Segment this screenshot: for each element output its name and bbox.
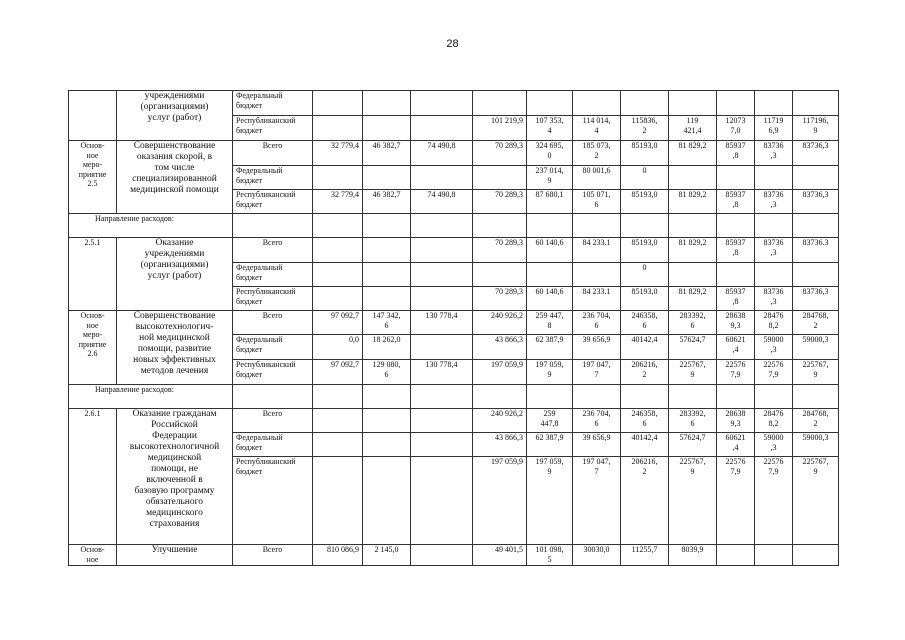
table-cell xyxy=(669,166,717,190)
table-cell: 59000,3 xyxy=(793,335,839,360)
table-cell xyxy=(363,214,411,238)
table-cell xyxy=(411,409,473,433)
table-cell xyxy=(233,385,313,409)
table-cell: 83736 ,3 xyxy=(755,190,793,214)
table-cell: 84 233.1 xyxy=(573,238,621,263)
table-cell: 59000 ,3 xyxy=(755,433,793,457)
table-cell: 11719 6,9 xyxy=(755,116,793,141)
table-cell: 62 387,9 xyxy=(527,335,573,360)
table-cell xyxy=(363,409,411,433)
table-cell: 87 680,1 xyxy=(527,190,573,214)
table-cell xyxy=(755,385,793,409)
table-cell: 283392, 6 xyxy=(669,409,717,433)
table-cell xyxy=(573,91,621,116)
table-cell xyxy=(717,545,755,566)
table-cell: Всего xyxy=(233,409,313,433)
table-cell xyxy=(69,91,117,141)
table-cell: 22576 7,9 xyxy=(755,360,793,385)
table-cell: 83736,3 xyxy=(793,287,839,311)
table-cell xyxy=(473,263,527,287)
table-cell: Федеральный бюджет xyxy=(233,433,313,457)
table-cell xyxy=(411,91,473,116)
table-cell: 74 490,8 xyxy=(411,141,473,166)
table-cell: 70 289,3 xyxy=(473,287,527,311)
table-cell: 57624,7 xyxy=(669,433,717,457)
table-cell xyxy=(233,214,313,238)
table-cell xyxy=(621,214,669,238)
table-cell xyxy=(313,385,363,409)
table-cell: 11255,7 xyxy=(621,545,669,566)
table-cell: учреждениями (организациями) услуг (работ) xyxy=(117,91,233,141)
table-cell: 60621 ,4 xyxy=(717,433,755,457)
table-cell xyxy=(755,166,793,190)
table-cell: 32 779,4 xyxy=(313,141,363,166)
table-cell xyxy=(363,116,411,141)
table-cell: 46 382,7 xyxy=(363,190,411,214)
page-number: 28 xyxy=(446,38,459,50)
table-cell xyxy=(793,545,839,566)
table-cell: 46 382,7 xyxy=(363,141,411,166)
table-cell: 2.5.1 xyxy=(69,238,117,311)
table-cell xyxy=(363,385,411,409)
table-cell: 225767, 9 xyxy=(793,360,839,385)
table-cell xyxy=(669,214,717,238)
table-cell: 225767, 9 xyxy=(793,457,839,545)
table-cell: 284768, 2 xyxy=(793,311,839,335)
table-cell xyxy=(755,214,793,238)
table-cell xyxy=(573,214,621,238)
table-cell xyxy=(793,385,839,409)
table-row xyxy=(69,238,839,263)
table-cell: 0,0 xyxy=(313,335,363,360)
table-cell xyxy=(313,238,363,263)
table-cell xyxy=(669,91,717,116)
table-cell xyxy=(313,91,363,116)
table-cell: Республиканский бюджет xyxy=(233,287,313,311)
table-cell: 83736,3 xyxy=(793,190,839,214)
table-cell xyxy=(669,263,717,287)
table-cell: 117196, 9 xyxy=(793,116,839,141)
table-cell: 28476 8,2 xyxy=(755,409,793,433)
table-cell: Оказание учреждениями (организациями) услуг (работ) xyxy=(117,238,233,311)
table-cell xyxy=(793,166,839,190)
table-cell: 85193,0 xyxy=(621,141,669,166)
table-cell: 236 704, 6 xyxy=(573,409,621,433)
budget-table-body xyxy=(69,91,839,566)
table-cell: 119 421,4 xyxy=(669,116,717,141)
table-row xyxy=(69,141,839,166)
table-cell: 130 778,4 xyxy=(411,311,473,335)
table-cell: 22576 7,9 xyxy=(755,457,793,545)
table-cell: Всего xyxy=(233,238,313,263)
table-cell xyxy=(621,385,669,409)
table-cell: Направление расходов: xyxy=(69,385,233,409)
table-cell xyxy=(717,214,755,238)
table-cell: 259 447,8 xyxy=(527,409,573,433)
table-cell: 74 490,8 xyxy=(411,190,473,214)
table-cell: 59000,3 xyxy=(793,433,839,457)
table-cell: 197 059,9 xyxy=(473,457,527,545)
table-cell: 147 342, 6 xyxy=(363,311,411,335)
table-cell xyxy=(313,116,363,141)
table-cell xyxy=(793,263,839,287)
table-cell xyxy=(473,91,527,116)
table-cell: 197 059, 9 xyxy=(527,360,573,385)
table-cell: 81 829,2 xyxy=(669,141,717,166)
table-cell xyxy=(411,166,473,190)
table-cell: 810 086,9 xyxy=(313,545,363,566)
table-cell: 83736,3 xyxy=(793,141,839,166)
table-cell: 60 140,6 xyxy=(527,287,573,311)
table-cell xyxy=(411,238,473,263)
table-cell: 130 778,4 xyxy=(411,360,473,385)
table-cell xyxy=(411,385,473,409)
table-cell xyxy=(473,385,527,409)
table-cell: Республиканский бюджет xyxy=(233,457,313,545)
table-cell: 59000 ,3 xyxy=(755,335,793,360)
table-cell: 43 866,3 xyxy=(473,335,527,360)
table-cell xyxy=(363,166,411,190)
table-cell: 97 092,7 xyxy=(313,311,363,335)
table-cell xyxy=(411,263,473,287)
table-cell: 32 779,4 xyxy=(313,190,363,214)
table-cell xyxy=(363,263,411,287)
table-cell: 83736 ,3 xyxy=(755,287,793,311)
table-cell xyxy=(793,91,839,116)
table-cell xyxy=(411,287,473,311)
table-cell xyxy=(411,433,473,457)
table-cell xyxy=(411,335,473,360)
table-cell: 40142,4 xyxy=(621,433,669,457)
table-cell: 240 926,2 xyxy=(473,311,527,335)
table-cell: 81 829,2 xyxy=(669,238,717,263)
table-cell xyxy=(527,385,573,409)
table-cell xyxy=(755,545,793,566)
table-cell: Совершенствование высокотехнологич- ной медицинской помощи, развитие новых эффективных методов лечения xyxy=(117,311,233,385)
table-cell: 237 014, 9 xyxy=(527,166,573,190)
table-cell: Всего xyxy=(233,141,313,166)
table-cell: 129 080, 6 xyxy=(363,360,411,385)
table-cell: 80 001,6 xyxy=(573,166,621,190)
table-cell xyxy=(717,166,755,190)
table-cell: Основ- ное меро- приятие 2.5 xyxy=(69,141,117,214)
table-cell: 28638 9,3 xyxy=(717,311,755,335)
table-cell xyxy=(411,545,473,566)
table-cell: Основ- ное меро- приятие 2.6 xyxy=(69,311,117,385)
table-cell: 85937 ,8 xyxy=(717,141,755,166)
table-cell: 197 047, 7 xyxy=(573,457,621,545)
table-cell: 0 xyxy=(621,263,669,287)
table-cell: 85937 ,8 xyxy=(717,287,755,311)
table-cell: 2.6.1 xyxy=(69,409,117,545)
table-cell: Федеральный бюджет xyxy=(233,263,313,287)
table-cell: 246358, 6 xyxy=(621,409,669,433)
table-cell xyxy=(313,433,363,457)
table-cell: Федеральный бюджет xyxy=(233,335,313,360)
table-cell: Республиканский бюджет xyxy=(233,360,313,385)
table-cell: 83736 ,3 xyxy=(755,238,793,263)
table-cell: 85193,0 xyxy=(621,190,669,214)
table-cell xyxy=(527,91,573,116)
table-cell: 62 387,9 xyxy=(527,433,573,457)
table-cell: Направление расходов: xyxy=(69,214,233,238)
table-cell: Республиканский бюджет xyxy=(233,116,313,141)
table-cell: 197 059, 9 xyxy=(527,457,573,545)
table-cell: 18 262,0 xyxy=(363,335,411,360)
table-row xyxy=(69,409,839,433)
table-cell xyxy=(527,214,573,238)
table-cell xyxy=(313,214,363,238)
table-cell: 22576 7,9 xyxy=(717,457,755,545)
table-cell xyxy=(717,385,755,409)
table-cell: Республиканский бюджет xyxy=(233,190,313,214)
table-cell: Совершенствование оказания скорой, в том числе специализированной медицинской помощи xyxy=(117,141,233,214)
table-cell: 283392, 6 xyxy=(669,311,717,335)
table-cell xyxy=(573,263,621,287)
table-cell: 85193,0 xyxy=(621,238,669,263)
table-cell: 0 xyxy=(621,166,669,190)
table-cell: 206216, 2 xyxy=(621,457,669,545)
table-cell xyxy=(473,214,527,238)
table-cell: 70 289,3 xyxy=(473,141,527,166)
table-cell xyxy=(573,385,621,409)
table-cell: 225767, 9 xyxy=(669,457,717,545)
table-cell xyxy=(669,385,717,409)
table-cell xyxy=(411,116,473,141)
table-cell: 81 829,2 xyxy=(669,190,717,214)
table-cell: 28476 8,2 xyxy=(755,311,793,335)
table-cell: 28638 9,3 xyxy=(717,409,755,433)
table-cell: 70 289,3 xyxy=(473,238,527,263)
table-cell xyxy=(411,457,473,545)
table-cell: 83736 ,3 xyxy=(755,141,793,166)
table-cell: Федеральный бюджет xyxy=(233,166,313,190)
table-cell: 206216, 2 xyxy=(621,360,669,385)
table-cell xyxy=(755,91,793,116)
table-cell xyxy=(363,457,411,545)
table-cell: 43 866,3 xyxy=(473,433,527,457)
table-cell: Улучшение xyxy=(117,545,233,566)
table-cell: Всего xyxy=(233,545,313,566)
table-cell: Федеральный бюджет xyxy=(233,91,313,116)
table-cell: 2 145,0 xyxy=(363,545,411,566)
table-cell xyxy=(411,214,473,238)
table-cell: 85937 ,8 xyxy=(717,238,755,263)
table-row xyxy=(69,311,839,335)
table-cell xyxy=(363,91,411,116)
table-cell xyxy=(473,166,527,190)
table-cell: 101 219,9 xyxy=(473,116,527,141)
budget-table xyxy=(68,90,839,566)
table-cell: 97 092,7 xyxy=(313,360,363,385)
table-cell: 39 656,9 xyxy=(573,335,621,360)
table-row xyxy=(69,385,839,409)
table-cell: 85937 ,8 xyxy=(717,190,755,214)
table-cell: 39 656,9 xyxy=(573,433,621,457)
table-cell: 284768, 2 xyxy=(793,409,839,433)
table-cell: 246358, 6 xyxy=(621,311,669,335)
table-cell xyxy=(313,287,363,311)
table-cell: 115836, 2 xyxy=(621,116,669,141)
table-cell xyxy=(363,238,411,263)
table-row xyxy=(69,545,839,566)
table-cell: 57624,7 xyxy=(669,335,717,360)
table-cell xyxy=(313,409,363,433)
table-cell: 324 695, 0 xyxy=(527,141,573,166)
table-cell xyxy=(363,433,411,457)
table-cell: Оказание гражданам Российской Федерации высокотехнологичной медицинской помощи, не включенной в базовую программу обязательного медицинского страхования xyxy=(117,409,233,545)
table-cell: 259 447, 8 xyxy=(527,311,573,335)
table-cell: 107 353, 4 xyxy=(527,116,573,141)
table-cell: 81 829,2 xyxy=(669,287,717,311)
table-cell: Всего xyxy=(233,311,313,335)
table-cell: 225767, 9 xyxy=(669,360,717,385)
table-cell: 101 098, 5 xyxy=(527,545,573,566)
table-cell: 240 926,2 xyxy=(473,409,527,433)
table-cell: 60 140,6 xyxy=(527,238,573,263)
table-cell: 8039,9 xyxy=(669,545,717,566)
table-cell: 185 073, 2 xyxy=(573,141,621,166)
table-cell: 30030,0 xyxy=(573,545,621,566)
table-cell xyxy=(527,263,573,287)
table-row xyxy=(69,214,839,238)
table-cell: 60621 ,4 xyxy=(717,335,755,360)
table-cell: 197 047, 7 xyxy=(573,360,621,385)
table-cell: Основ- ное xyxy=(69,545,117,566)
table-cell: 40142,4 xyxy=(621,335,669,360)
table-cell: 85193,0 xyxy=(621,287,669,311)
table-cell: 105 071, 6 xyxy=(573,190,621,214)
table-cell xyxy=(313,166,363,190)
table-cell xyxy=(717,263,755,287)
table-row xyxy=(69,91,839,116)
table-cell xyxy=(793,214,839,238)
table-cell: 114 014, 4 xyxy=(573,116,621,141)
table-cell xyxy=(621,91,669,116)
table-cell: 84 233.1 xyxy=(573,287,621,311)
table-cell: 197 059,9 xyxy=(473,360,527,385)
table-cell: 83736.3 xyxy=(793,238,839,263)
table-cell xyxy=(313,263,363,287)
table-cell: 22576 7,9 xyxy=(717,360,755,385)
table-cell xyxy=(717,91,755,116)
table-cell xyxy=(313,457,363,545)
table-cell: 49 401,5 xyxy=(473,545,527,566)
table-cell xyxy=(755,263,793,287)
table-cell: 12073 7,0 xyxy=(717,116,755,141)
table-cell xyxy=(363,287,411,311)
table-cell: 236 704, 6 xyxy=(573,311,621,335)
table-cell: 70 289,3 xyxy=(473,190,527,214)
